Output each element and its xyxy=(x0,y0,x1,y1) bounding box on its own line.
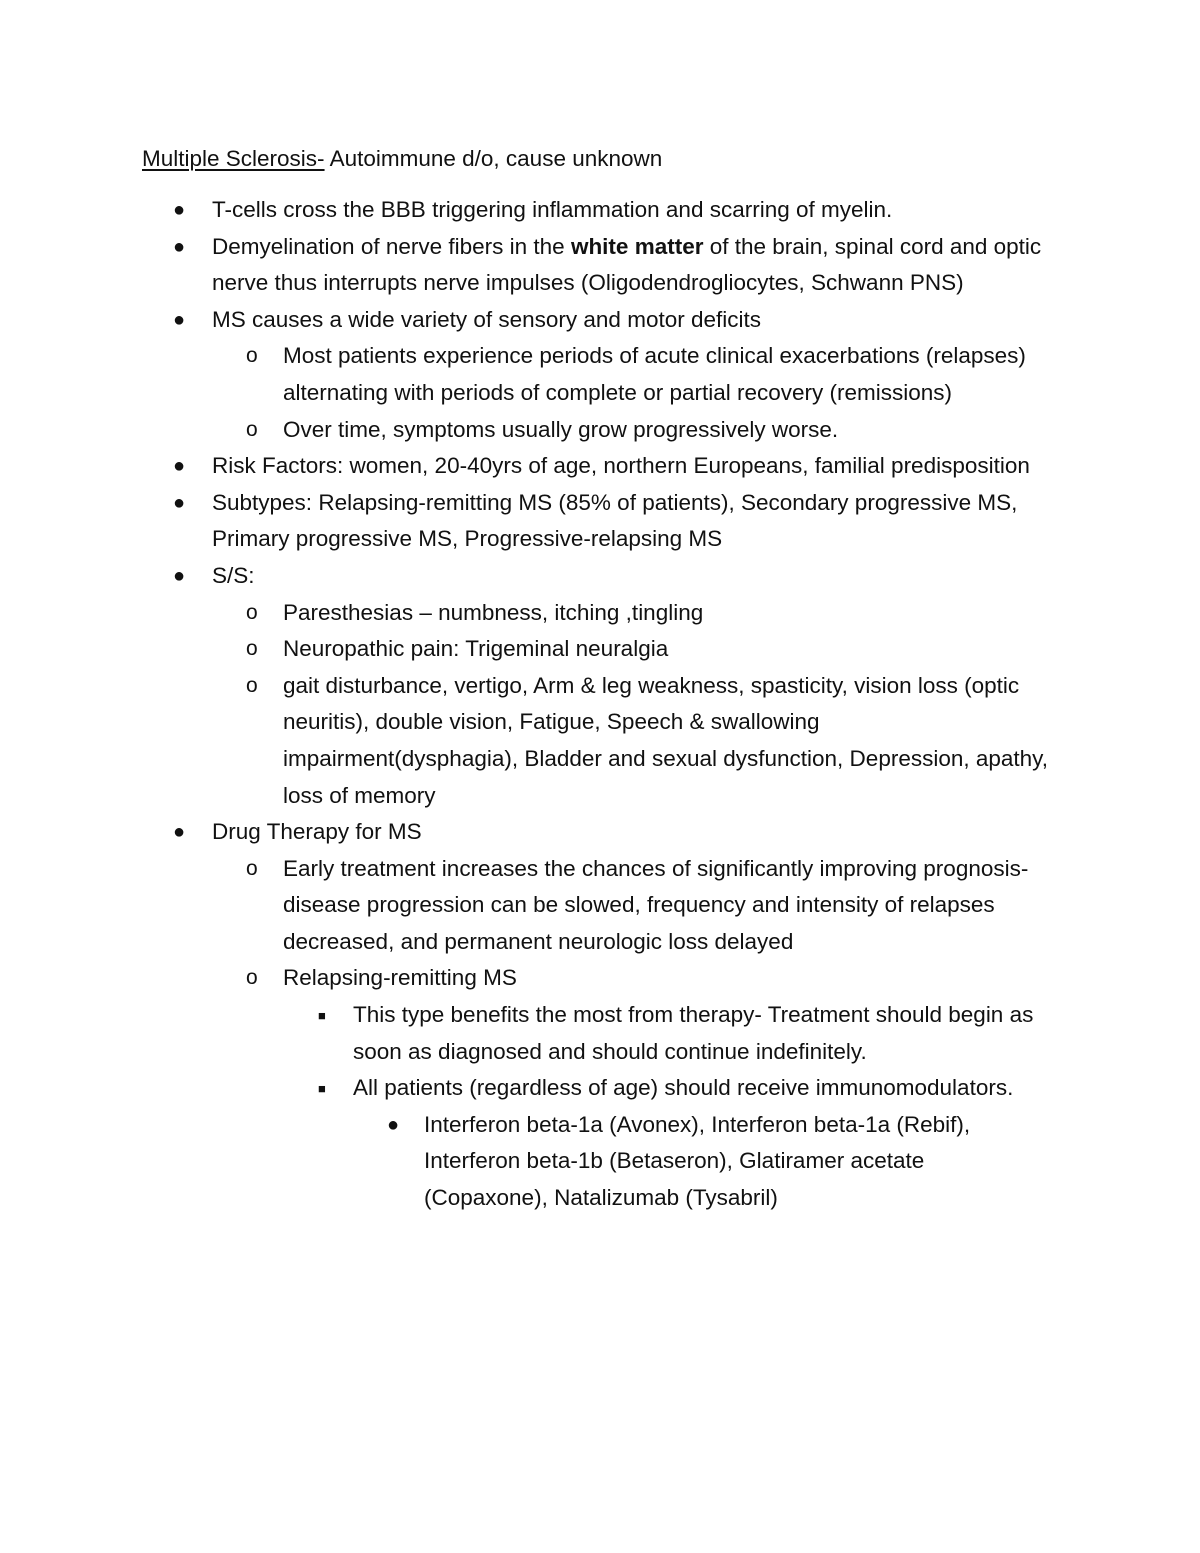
circle-bullet-icon: o xyxy=(246,600,258,624)
list-item: o Paresthesias – numbness, itching ,tingling xyxy=(0,595,1053,632)
list-item: o Neuropathic pain: Trigeminal neuralgia xyxy=(0,631,1053,668)
bullet-icon: ● xyxy=(173,564,186,587)
notes-list xyxy=(0,192,1200,1217)
bullet-icon: ● xyxy=(173,199,186,221)
bullet-icon: ● xyxy=(173,821,186,844)
page-title xyxy=(142,141,662,178)
title-underlined: Multiple Sclerosis- xyxy=(142,146,325,171)
list-item: ● Subtypes: Relapsing-remitting MS (85% of patients), Secondary progressive MS, Primary progressive MS, Progressive-relapsing MS xyxy=(0,485,1052,558)
list-item: ● Interferon beta-1a (Avonex), Interferon beta-1a (Rebif), Interferon beta-1b (Betaseron), Glatiramer acetate (Copaxone), Natalizumab (Tysabril) xyxy=(0,1107,1054,1217)
circle-bullet-icon: o xyxy=(246,673,258,697)
list-item: ● Drug Therapy for MS xyxy=(0,814,1052,851)
list-item: ● MS causes a wide variety of sensory and motor deficits xyxy=(0,302,1052,339)
list-item: o Over time, symptoms usually grow progressively worse. xyxy=(0,412,1053,449)
circle-bullet-icon: o xyxy=(246,344,258,368)
bullet-icon: ● xyxy=(387,1113,400,1136)
list-item: o Most patients experience periods of acute clinical exacerbations (relapses) alternating with periods of complete or partial recovery (remissions) xyxy=(0,338,1053,411)
list-item: o Early treatment increases the chances of significantly improving prognosis- disease progression can be slowed, frequency and intensity of relapses decreased, and permanent neurologic loss delayed xyxy=(0,851,1053,961)
square-bullet-icon: ■ xyxy=(318,1008,326,1024)
bullet-icon: ● xyxy=(173,235,186,258)
list-item: ● T-cells cross the BBB triggering inflammation and scarring of myelin. xyxy=(0,192,1052,229)
list-item: ● S/S: xyxy=(0,558,1052,595)
square-bullet-icon: ■ xyxy=(318,1081,326,1097)
list-item: o gait disturbance, vertigo, Arm & leg weakness, spasticity, vision loss (optic neuritis), double vision, Fatigue, Speech & swallowing impairment(dysphagia), Bladder and sexual dysfunction, Depression, apathy, loss of memory xyxy=(0,668,1053,814)
bullet-icon: ● xyxy=(173,455,186,478)
bold-text: white matter xyxy=(570,233,704,259)
circle-bullet-icon: o xyxy=(246,856,258,880)
list-item: o Relapsing-remitting MS xyxy=(0,960,1053,997)
title-subtitle: Autoimmune d/o, cause unknown xyxy=(324,146,663,171)
bullet-icon: ● xyxy=(173,491,186,514)
circle-bullet-icon: o xyxy=(246,417,258,441)
circle-bullet-icon: o xyxy=(246,637,258,661)
list-item: ■ All patients (regardless of age) should receive immunomodulators. xyxy=(0,1070,1053,1107)
list-item: ● Risk Factors: women, 20-40yrs of age, northern Europeans, familial predisposition xyxy=(0,448,1052,485)
circle-bullet-icon: o xyxy=(246,966,258,990)
list-item: ● Demyelination of nerve fibers in the white matter of the brain, spinal cord and optic nerve thus interrupts nerve impulses (Oligodendrogliocytes, Schwann PNS) xyxy=(0,229,1052,302)
list-item: ■ This type benefits the most from therapy- Treatment should begin as soon as diagnosed and should continue indefinitely. xyxy=(0,997,1053,1070)
bullet-icon: ● xyxy=(173,308,186,331)
